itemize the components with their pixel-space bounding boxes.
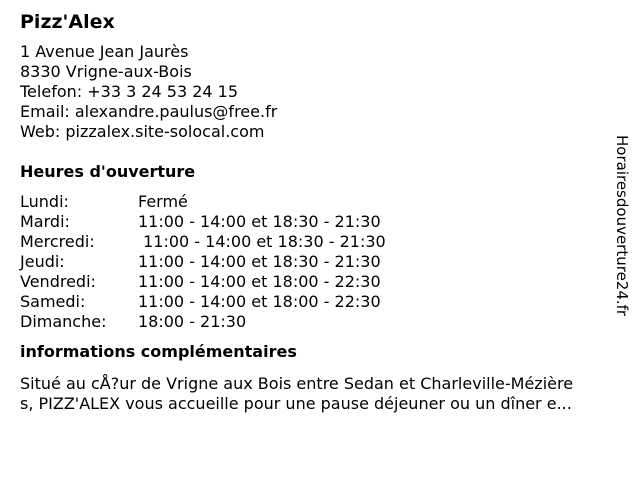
email-line: Email: alexandre.paulus@free.fr <box>20 102 278 121</box>
hours-time: 11:00 - 14:00 et 18:30 - 21:30 <box>138 252 381 271</box>
hours-time: 11:00 - 14:00 et 18:30 - 21:30 <box>138 232 386 251</box>
info-line: s, PIZZ'ALEX vous accueille pour une pause déjeuner ou un dîner e... <box>20 394 572 413</box>
hours-row-samedi <box>20 292 620 312</box>
info-line: Situé au cÅ?ur de Vrigne aux Bois entre Sedan et Charleville-Mézière <box>20 374 574 393</box>
opening-hours-table <box>20 192 620 332</box>
hours-time: 11:00 - 14:00 et 18:00 - 22:30 <box>138 292 381 311</box>
hours-day: Dimanche: <box>20 312 107 331</box>
hours-time: Fermé <box>138 192 188 211</box>
site-watermark: Horairesdouverture24.fr <box>613 135 631 317</box>
hours-row-mardi <box>20 212 620 232</box>
web-line: Web: pizzalex.site-solocal.com <box>20 122 265 141</box>
hours-time: 11:00 - 14:00 et 18:00 - 22:30 <box>138 272 381 291</box>
hours-day: Samedi: <box>20 292 86 311</box>
hours-day: Jeudi: <box>20 252 65 271</box>
address-city: 8330 Vrigne-aux-Bois <box>20 62 192 81</box>
business-name: Pizz'Alex <box>20 11 115 33</box>
additional-info-heading: informations complémentaires <box>20 342 297 361</box>
hours-day: Mercredi: <box>20 232 95 251</box>
hours-row-vendredi <box>20 272 620 292</box>
hours-time: 11:00 - 14:00 et 18:30 - 21:30 <box>138 212 381 231</box>
business-details <box>20 10 620 414</box>
hours-row-lundi <box>20 192 620 212</box>
hours-day: Mardi: <box>20 212 70 231</box>
additional-info-text <box>20 374 622 414</box>
hours-day: Vendredi: <box>20 272 96 291</box>
hours-day: Lundi: <box>20 192 69 211</box>
hours-row-mercredi <box>20 232 620 252</box>
opening-hours-heading: Heures d'ouverture <box>20 162 196 181</box>
hours-row-jeudi <box>20 252 620 272</box>
contact-block <box>20 42 620 142</box>
hours-row-dimanche <box>20 312 620 332</box>
address-street: 1 Avenue Jean Jaurès <box>20 42 189 61</box>
phone-line: Telefon: +33 3 24 53 24 15 <box>20 82 239 101</box>
hours-time: 18:00 - 21:30 <box>138 312 247 331</box>
